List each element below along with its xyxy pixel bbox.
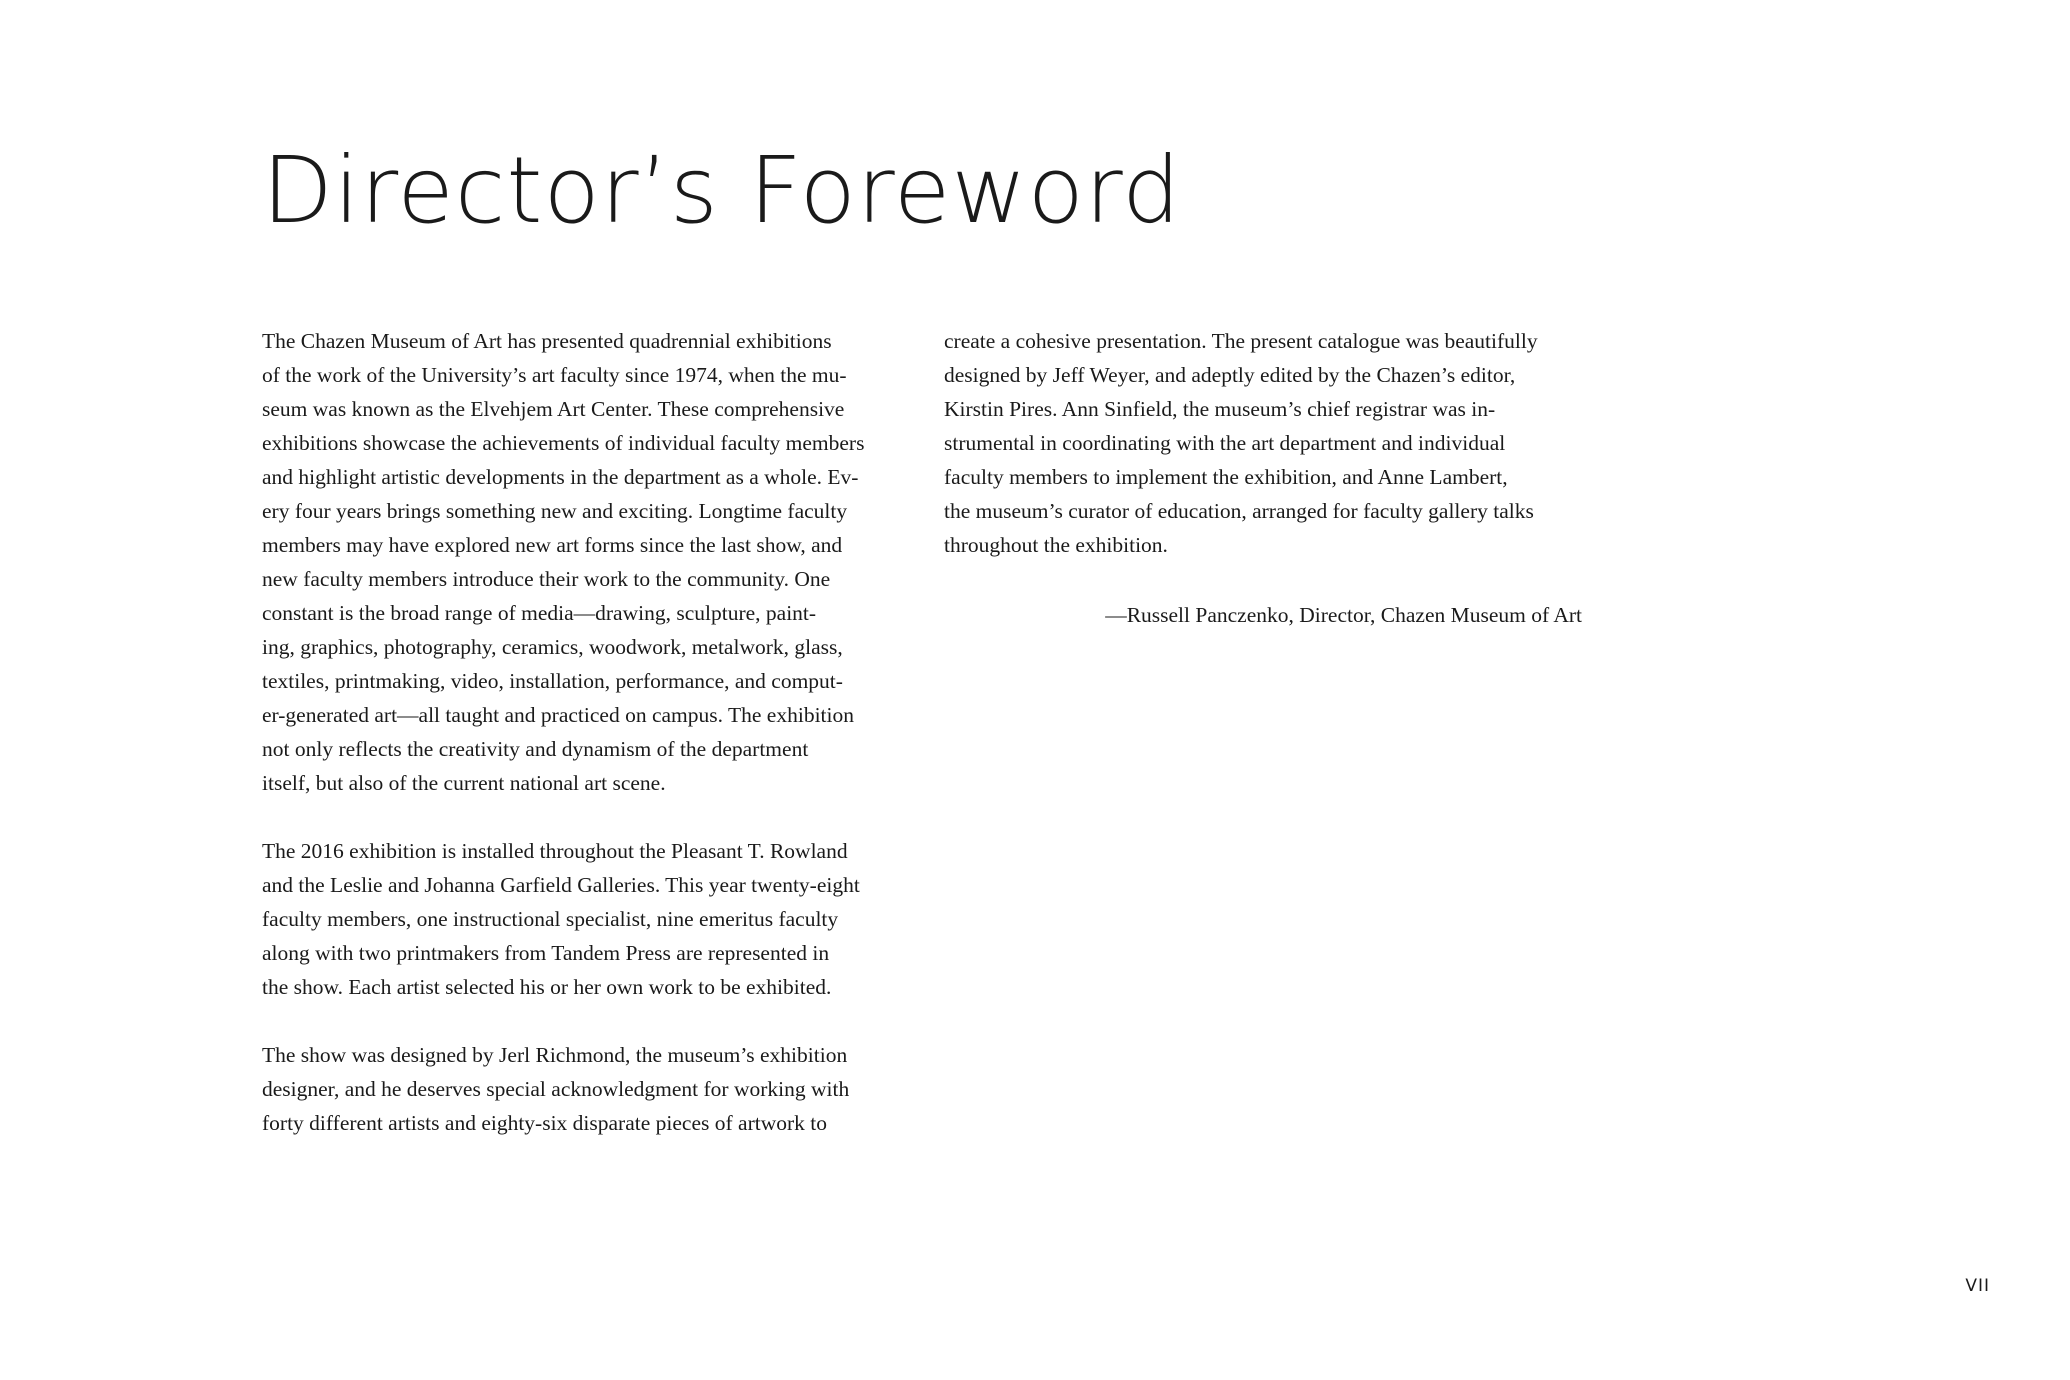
text-line: er-generated art—all taught and practiced on campus. The exhibition [262, 703, 854, 727]
text-line: designed by Jeff Weyer, and adeptly edited by the Chazen’s editor, [944, 363, 1516, 387]
left-column [262, 324, 902, 1140]
text-line: itself, but also of the current national art scene. [262, 771, 666, 795]
text-line: The 2016 exhibition is installed throughout the Pleasant T. Rowland [262, 839, 848, 863]
text-line: exhibitions showcase the achievements of individual faculty members [262, 431, 865, 455]
page-title: Director’s Foreword [262, 137, 1182, 244]
text-line: of the work of the University’s art faculty since 1974, when the mu- [262, 363, 847, 387]
text-line: The show was designed by Jerl Richmond, the museum’s exhibition [262, 1043, 848, 1067]
text-line: the museum’s curator of education, arranged for faculty gallery talks [944, 499, 1534, 523]
director-signature: —Russell Panczenko, Director, Chazen Museum of Art [1105, 603, 1582, 627]
text-line: forty different artists and eighty-six disparate pieces of artwork to [262, 1111, 827, 1135]
text-line: seum was known as the Elvehjem Art Center. These comprehensive [262, 397, 845, 421]
paragraph-spacer [262, 1004, 902, 1038]
text-line: members may have explored new art forms since the last show, and [262, 533, 843, 557]
text-line: faculty members to implement the exhibition, and Anne Lambert, [944, 465, 1508, 489]
text-line: along with two printmakers from Tandem Press are represented in [262, 941, 830, 965]
paragraph [262, 1038, 902, 1140]
text-line: constant is the broad range of media—drawing, sculpture, paint- [262, 601, 817, 625]
text-line: ery four years brings something new and exciting. Longtime faculty [262, 499, 848, 523]
text-line: create a cohesive presentation. The present catalogue was beautifully [944, 329, 1538, 353]
paragraph [262, 834, 902, 1004]
text-line: and highlight artistic developments in the department as a whole. Ev- [262, 465, 859, 489]
right-column [944, 324, 1584, 562]
text-line: designer, and he deserves special acknowledgment for working with [262, 1077, 850, 1101]
text-line: faculty members, one instructional specialist, nine emeritus faculty [262, 907, 839, 931]
paragraph [262, 324, 902, 800]
paragraph-spacer [262, 800, 902, 834]
text-line: new faculty members introduce their work to the community. One [262, 567, 831, 591]
text-line: ing, graphics, photography, ceramics, woodwork, metalwork, glass, [262, 635, 843, 659]
paragraph [944, 324, 1584, 562]
text-line: strumental in coordinating with the art department and individual [944, 431, 1506, 455]
text-line: throughout the exhibition. [944, 533, 1168, 557]
text-line: Kirstin Pires. Ann Sinfield, the museum’s chief registrar was in- [944, 397, 1496, 421]
text-line: the show. Each artist selected his or her own work to be exhibited. [262, 975, 832, 999]
text-line: textiles, printmaking, video, installation, performance, and comput- [262, 669, 843, 693]
text-line: and the Leslie and Johanna Garfield Galleries. This year twenty-eight [262, 873, 860, 897]
text-line: not only reflects the creativity and dynamism of the department [262, 737, 809, 761]
text-line: The Chazen Museum of Art has presented quadrennial exhibitions [262, 329, 832, 353]
page-number: VII [1965, 1276, 1990, 1296]
